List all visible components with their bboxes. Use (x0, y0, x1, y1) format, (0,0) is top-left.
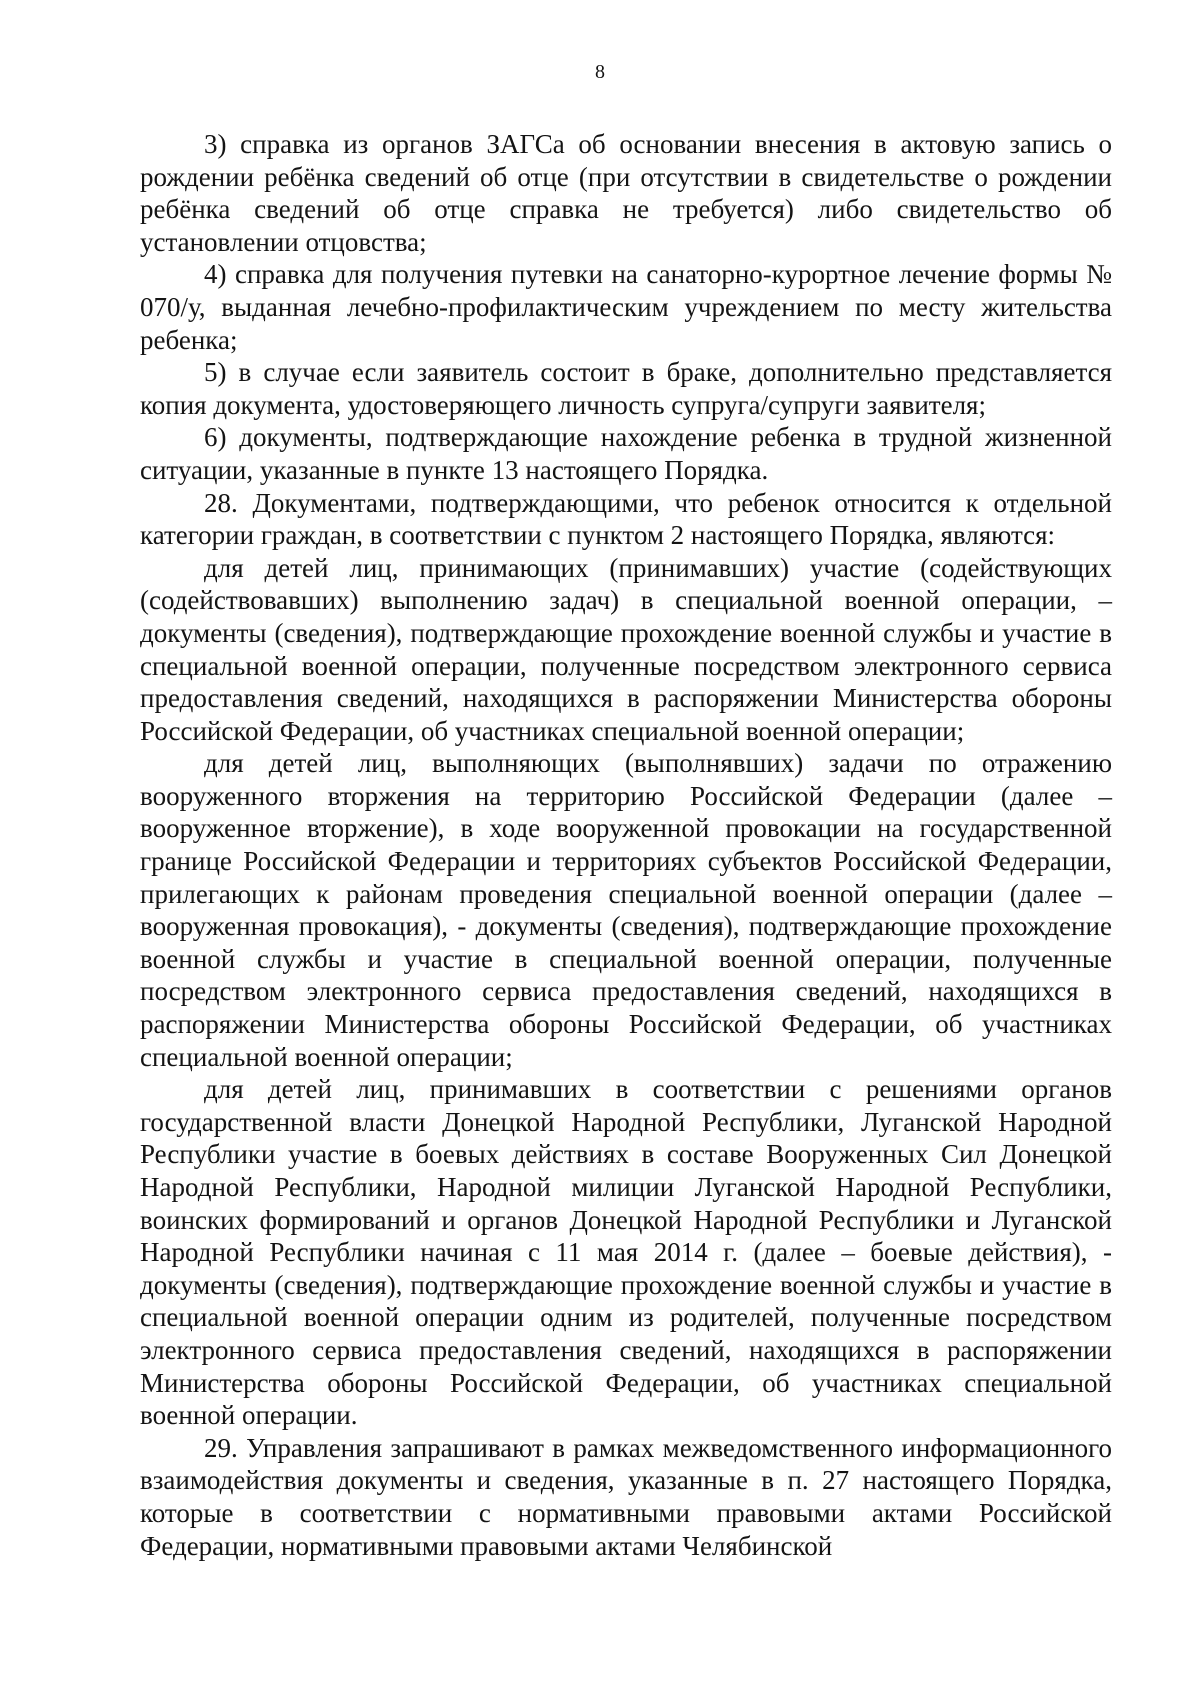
paragraph-clause-28: 28. Документами, подтверждающими, что ребенок относится к отдельной категории граждан, в соответствии с пунктом 2 настоящего Порядка, являются: (140, 487, 1112, 551)
paragraph-item-3: 3) справка из органов ЗАГСа об основании внесения в актовую запись о рождении ребёнка сведений об отце (при отсутствии в свидетельстве о рождении ребёнка сведений об отце справка не требуется) либо свидетельство об установлении отцовства; (140, 129, 1112, 257)
document-body (140, 128, 1112, 1562)
paragraph-armed-invasion: для детей лиц, выполняющих (выполнявших) задачи по отражению вооруженного вторжения на территорию Российской Федерации (далее – вооруженное вторжение), в ходе вооруженной провокации на государственной границе Российской Федерации и территориях субъектов Российской Федерации, прилегающих к районам проведения специальной военной операции (далее – вооруженная провокация), - документы (сведения), подтверждающие прохождение военной службы и участие в специальной военной операции, полученные посредством электронного сервиса предоставления сведений, находящихся в распоряжении Министерства обороны Российской Федерации, об участниках специальной военной операции; (140, 748, 1112, 1072)
paragraph-combat-actions: для детей лиц, принимавших в соответствии с решениями органов государственной власти Донецкой Народной Республики, Луганской Народной Республики участие в боевых действиях в составе Вооруженных Сил Донецкой Народной Республики, Народной милиции Луганской Народной Республики, воинских формирований и органов Донецкой Народной Республики и Луганской Народной Республики начиная с 11 мая 2014 г. (далее – боевые действия), - документы (сведения), подтверждающие прохождение военной службы и участие в специальной военной операции одним из родителей, полученные посредством электронного сервиса предоставления сведений, находящихся в распоряжении Министерства обороны Российской Федерации, об участниках специальной военной операции. (140, 1074, 1112, 1431)
paragraph-item-5: 5) в случае если заявитель состоит в браке, дополнительно представляется копия документа, удостоверяющего личность супруга/супруги заявителя; (140, 357, 1112, 420)
page-number: 8 (595, 61, 605, 83)
paragraph-item-6: 6) документы, подтверждающие нахождение ребенка в трудной жизненной ситуации, указанные в пункте 13 настоящего Порядка. (140, 422, 1112, 485)
paragraph-svo-participants: для детей лиц, принимающих (принимавших) участие (содействующих (содействовавших) выполнению задач) в специальной военной операции, – документы (сведения), подтверждающие прохождение военной службы и участие в специальной военной операции, полученные посредством электронного сервиса предоставления сведений, находящихся в распоряжении Министерства обороны Российской Федерации, об участниках специальной военной операции; (140, 552, 1112, 746)
paragraph-item-4: 4) справка для получения путевки на санаторно-курортное лечение формы № 070/у, выданная лечебно-профилактическим учреждением по месту жительства ребенка; (140, 259, 1112, 355)
paragraph-clause-29: 29. Управления запрашивают в рамках межведомственного информационного взаимодействия документы и сведения, указанные в п. 27 настоящего Порядка, которые в соответствии с нормативными правовыми актами Российской Федерации, нормативными правовыми актами Челябинской (140, 1432, 1112, 1561)
